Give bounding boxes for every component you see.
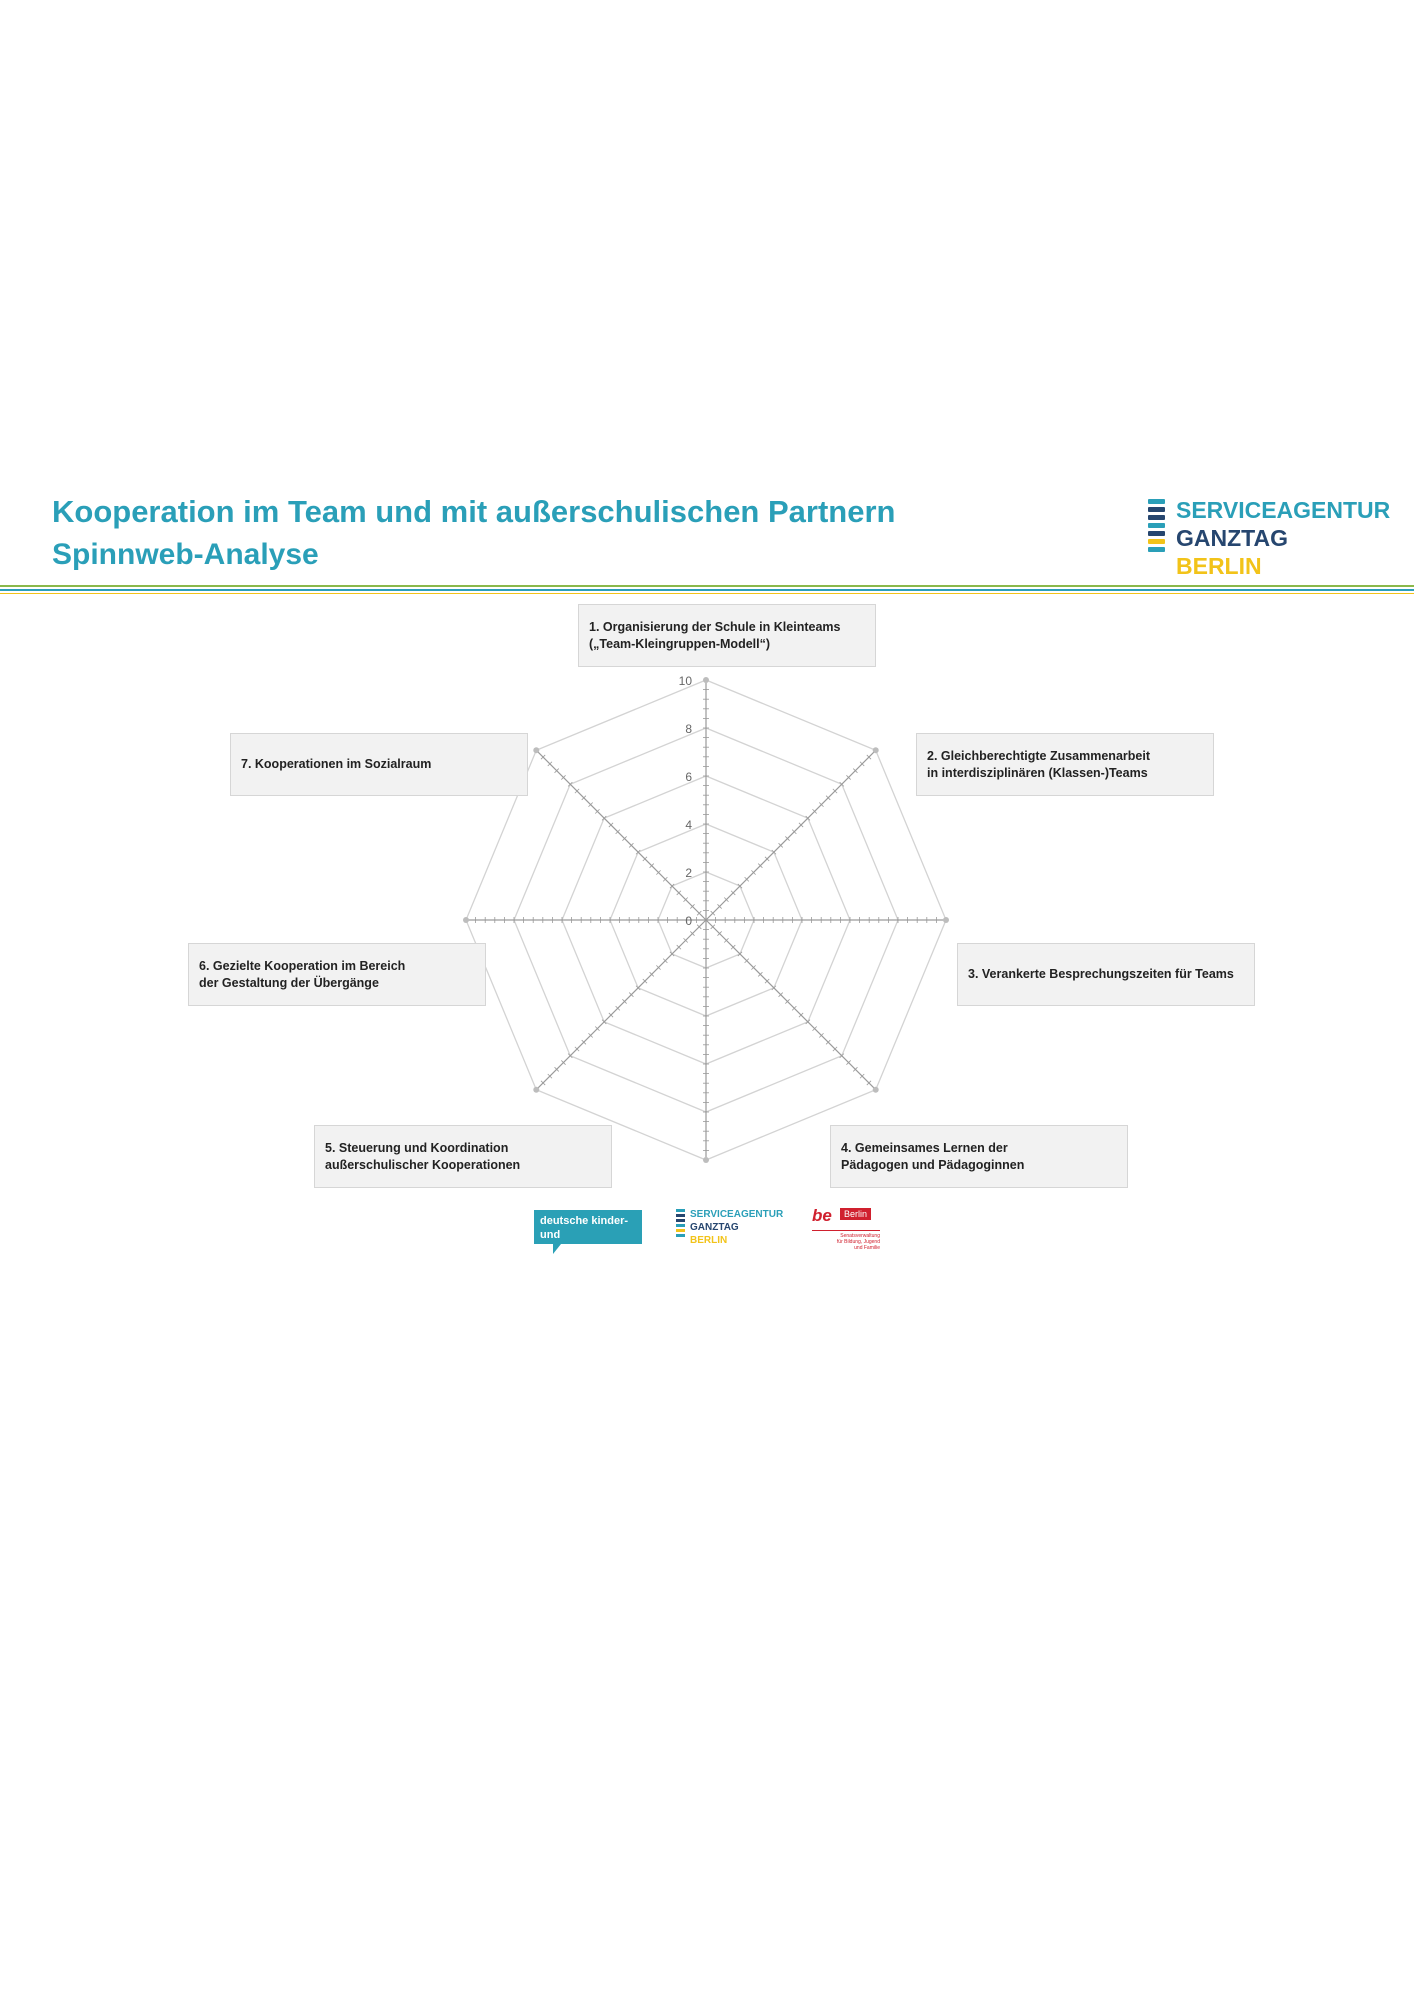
category-label-5: 5. Steuerung und Koordination außerschulischer Kooperationen (314, 1125, 612, 1188)
page-subtitle: Spinnweb-Analyse (52, 538, 319, 571)
axis-end-dot-2 (873, 747, 879, 753)
small-logo-line-2: GANZTAG (690, 1222, 739, 1233)
tick-label-2: 2 (685, 866, 692, 880)
axis-end-dot-5 (703, 1157, 709, 1163)
tick-label-4: 4 (685, 818, 692, 832)
axis-end-dot-8 (533, 747, 539, 753)
axis-end-dot-4 (873, 1087, 879, 1093)
dkjs-line-1: deutsche kinder- (540, 1215, 629, 1227)
dkjs-speech-tail-icon (553, 1244, 561, 1254)
axis-end-dot-1 (703, 677, 709, 683)
category-label-4: 4. Gemeinsames Lernen der Pädagogen und Pädagoginnen (830, 1125, 1128, 1188)
category-label-7: 7. Kooperationen im Sozialraum (230, 733, 528, 796)
category-label-6: 6. Gezielte Kooperation im Bereich der Gestaltung der Übergänge (188, 943, 486, 1006)
category-label-1: 1. Organisierung der Schule in Kleinteams („Team-Kleingruppen-Modell“) (578, 604, 876, 667)
berlin-department: Senatsverwaltung für Bildung, Jugend und Familie (836, 1233, 880, 1251)
tick-label-10: 10 (678, 674, 692, 688)
berlin-be-mark: be (812, 1206, 832, 1225)
dkjs-logo (534, 1210, 642, 1255)
tick-label-6: 6 (685, 770, 692, 784)
category-label-3: 3. Verankerte Besprechungszeiten für Teams (957, 943, 1255, 1006)
logo-line-1: SERVICEAGENTUR (1176, 497, 1391, 523)
logo-line-2: GANZTAG (1176, 525, 1289, 551)
berlin-senate-logo (810, 1206, 882, 1256)
berlin-tag: Berlin (840, 1208, 871, 1220)
tick-label-0: 0 (685, 914, 692, 928)
small-logo-stripes-icon (676, 1209, 685, 1239)
small-logo-line-1: SERVICEAGENTUR (690, 1209, 784, 1220)
logo-line-3: BERLIN (1176, 553, 1262, 579)
tick-label-8: 8 (685, 722, 692, 736)
axis-end-dot-6 (533, 1087, 539, 1093)
serviceagentur-small-logo (676, 1208, 786, 1250)
axis-end-dot-3 (943, 917, 949, 923)
small-logo-line-3: BERLIN (690, 1235, 728, 1246)
page-title: Kooperation im Team und mit außerschulischen Partnern (52, 494, 896, 529)
category-label-2: 2. Gleichberechtigte Zusammenarbeit in interdisziplinären (Klassen-)Teams (916, 733, 1214, 796)
dkjs-line-2: und jugendstiftung (540, 1229, 617, 1255)
berlin-divider (812, 1230, 880, 1231)
axis-end-dot-7 (463, 917, 469, 923)
